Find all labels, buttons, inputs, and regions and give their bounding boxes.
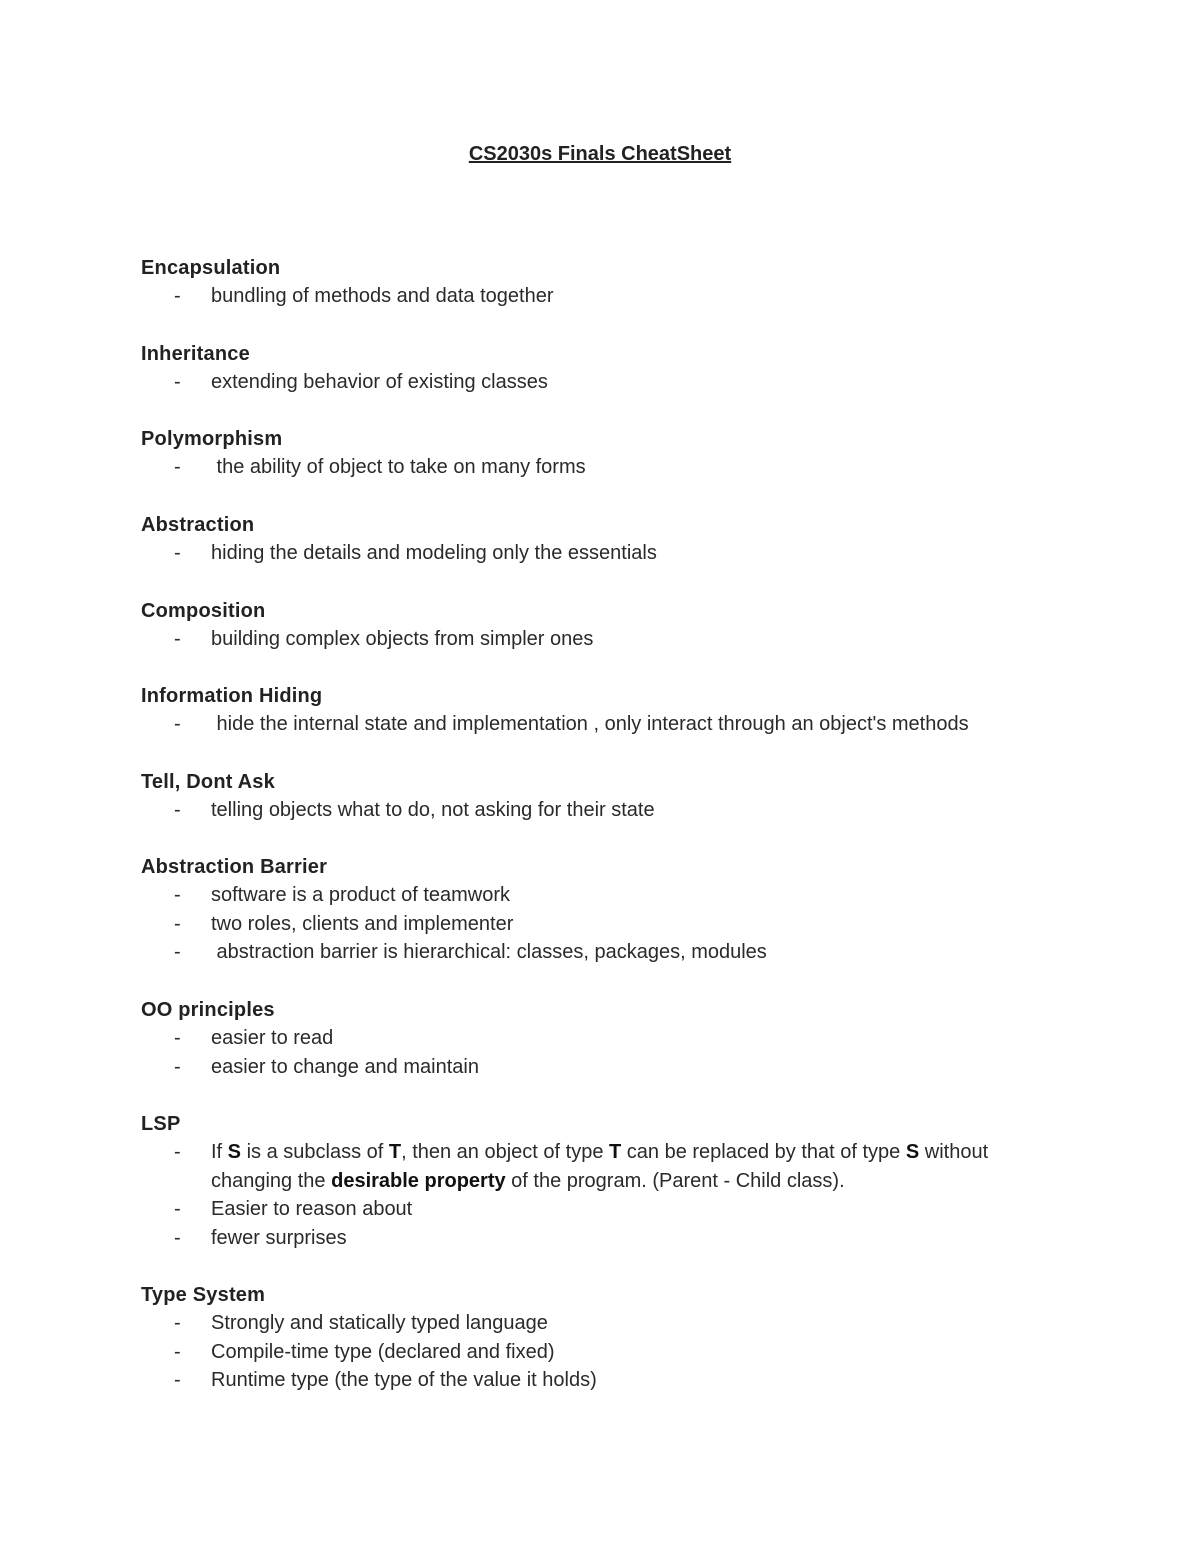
lsp-text-5: without changing the	[211, 1141, 989, 1192]
section-heading: Polymorphism	[141, 428, 283, 450]
section-heading: Abstraction Barrier	[141, 856, 328, 878]
list-item	[141, 1338, 1081, 1367]
bullet-text: easier to change and maintain	[211, 1055, 479, 1078]
bullet-list	[141, 1309, 1081, 1395]
dash-marker: -	[174, 912, 181, 935]
bullet-text: Strongly and statically typed language	[211, 1312, 548, 1334]
bullet-list	[141, 1024, 1081, 1081]
bullet-text: extending behavior of existing classes	[211, 371, 548, 393]
section-information-hiding	[141, 682, 1081, 739]
section-type-system	[141, 1281, 1081, 1395]
list-item	[141, 910, 1081, 939]
page-title: CS2030s Finals CheatSheet	[468, 143, 732, 165]
list-item	[141, 368, 1081, 397]
dash-marker: -	[174, 713, 181, 735]
dash-marker: -	[174, 1369, 181, 1392]
lsp-text-6: of the program. (Parent - Child class).	[505, 1169, 845, 1192]
section-encapsulation	[141, 254, 1081, 311]
section-heading: Encapsulation	[141, 257, 281, 279]
list-item	[141, 1366, 1081, 1395]
dash-marker: -	[174, 456, 181, 478]
bullet-text: Runtime type (the type of the value it holds)	[211, 1369, 597, 1392]
dash-marker: -	[174, 371, 181, 393]
bullet-text: abstraction barrier is hierarchical: classes, packages, modules	[211, 941, 767, 964]
list-item	[141, 282, 1081, 311]
bullet-text: the ability of object to take on many forms	[211, 456, 586, 478]
dash-marker: -	[174, 1312, 181, 1334]
bullet-list	[141, 282, 1081, 311]
list-item	[141, 1195, 1066, 1224]
section-tell-dont-ask	[141, 768, 1081, 825]
list-item	[141, 539, 1081, 568]
section-lsp	[141, 1110, 1066, 1252]
section-heading: Abstraction	[141, 514, 255, 536]
dash-marker: -	[174, 628, 181, 650]
bullet-text: telling objects what to do, not asking for their state	[211, 799, 655, 821]
lsp-text-3: , then an object of type	[401, 1141, 609, 1163]
dash-marker: -	[174, 941, 181, 964]
list-item	[141, 1053, 1081, 1082]
dash-marker: -	[174, 1055, 181, 1078]
lsp-text-1: If	[211, 1141, 228, 1163]
lsp-desirable-property: desirable property	[331, 1169, 506, 1192]
dash-marker: -	[174, 1027, 181, 1049]
section-heading: LSP	[141, 1113, 181, 1135]
lsp-s-2: S	[905, 1141, 920, 1163]
bullet-list	[141, 539, 1081, 568]
lsp-t-2: T	[609, 1141, 622, 1163]
section-abstraction	[141, 511, 1081, 568]
section-heading: Inheritance	[141, 343, 250, 365]
lsp-t-1: T	[388, 1141, 402, 1163]
list-item	[141, 453, 1081, 482]
list-item	[141, 938, 1081, 967]
bullet-text: Easier to reason about	[211, 1198, 413, 1221]
list-item	[141, 1309, 1081, 1338]
bullet-text: two roles, clients and implementer	[211, 912, 514, 935]
list-item	[141, 1024, 1081, 1053]
dash-marker: -	[174, 1340, 181, 1363]
bullet-list	[141, 625, 1081, 654]
list-item	[141, 1138, 1066, 1195]
bullet-list	[141, 1138, 1066, 1252]
section-composition	[141, 597, 1081, 654]
section-heading: Tell, Dont Ask	[141, 771, 275, 793]
bullet-text: Compile-time type (declared and fixed)	[211, 1340, 555, 1363]
section-heading: Information Hiding	[141, 685, 323, 707]
section-heading: Composition	[141, 600, 266, 622]
bullet-list	[141, 796, 1081, 825]
section-oo-principles	[141, 996, 1081, 1081]
dash-marker: -	[174, 884, 181, 906]
bullet-text: software is a product of teamwork	[211, 884, 511, 906]
list-item	[141, 625, 1081, 654]
bullet-text: hiding the details and modeling only the essentials	[211, 542, 657, 564]
bullet-text: bundling of methods and data together	[211, 285, 554, 307]
section-abstraction-barrier	[141, 853, 1081, 967]
bullet-list	[141, 453, 1081, 482]
list-item	[141, 796, 1081, 825]
list-item	[141, 710, 1081, 739]
dash-marker: -	[174, 1198, 181, 1221]
section-heading: Type System	[141, 1284, 266, 1306]
bullet-list	[141, 368, 1081, 397]
lsp-s-1: S	[227, 1141, 242, 1163]
bullet-list	[141, 881, 1081, 967]
bullet-text: building complex objects from simpler ones	[211, 628, 594, 650]
dash-marker: -	[174, 285, 181, 307]
list-item	[141, 881, 1081, 910]
bullet-list	[141, 710, 1081, 739]
section-inheritance	[141, 340, 1081, 397]
list-item	[141, 1224, 1066, 1253]
bullet-text: easier to read	[211, 1027, 334, 1049]
bullet-text: fewer surprises	[211, 1226, 347, 1249]
section-polymorphism	[141, 425, 1081, 482]
section-heading: OO principles	[141, 999, 275, 1021]
dash-marker: -	[174, 542, 181, 564]
dash-marker: -	[174, 1226, 181, 1249]
lsp-text-4: can be replaced by that of type	[621, 1141, 906, 1163]
dash-marker: -	[174, 799, 181, 821]
bullet-text: hide the internal state and implementation , only interact through an object's methods	[211, 713, 969, 735]
dash-marker: -	[174, 1141, 181, 1163]
lsp-text-2: is a subclass of	[241, 1141, 389, 1163]
